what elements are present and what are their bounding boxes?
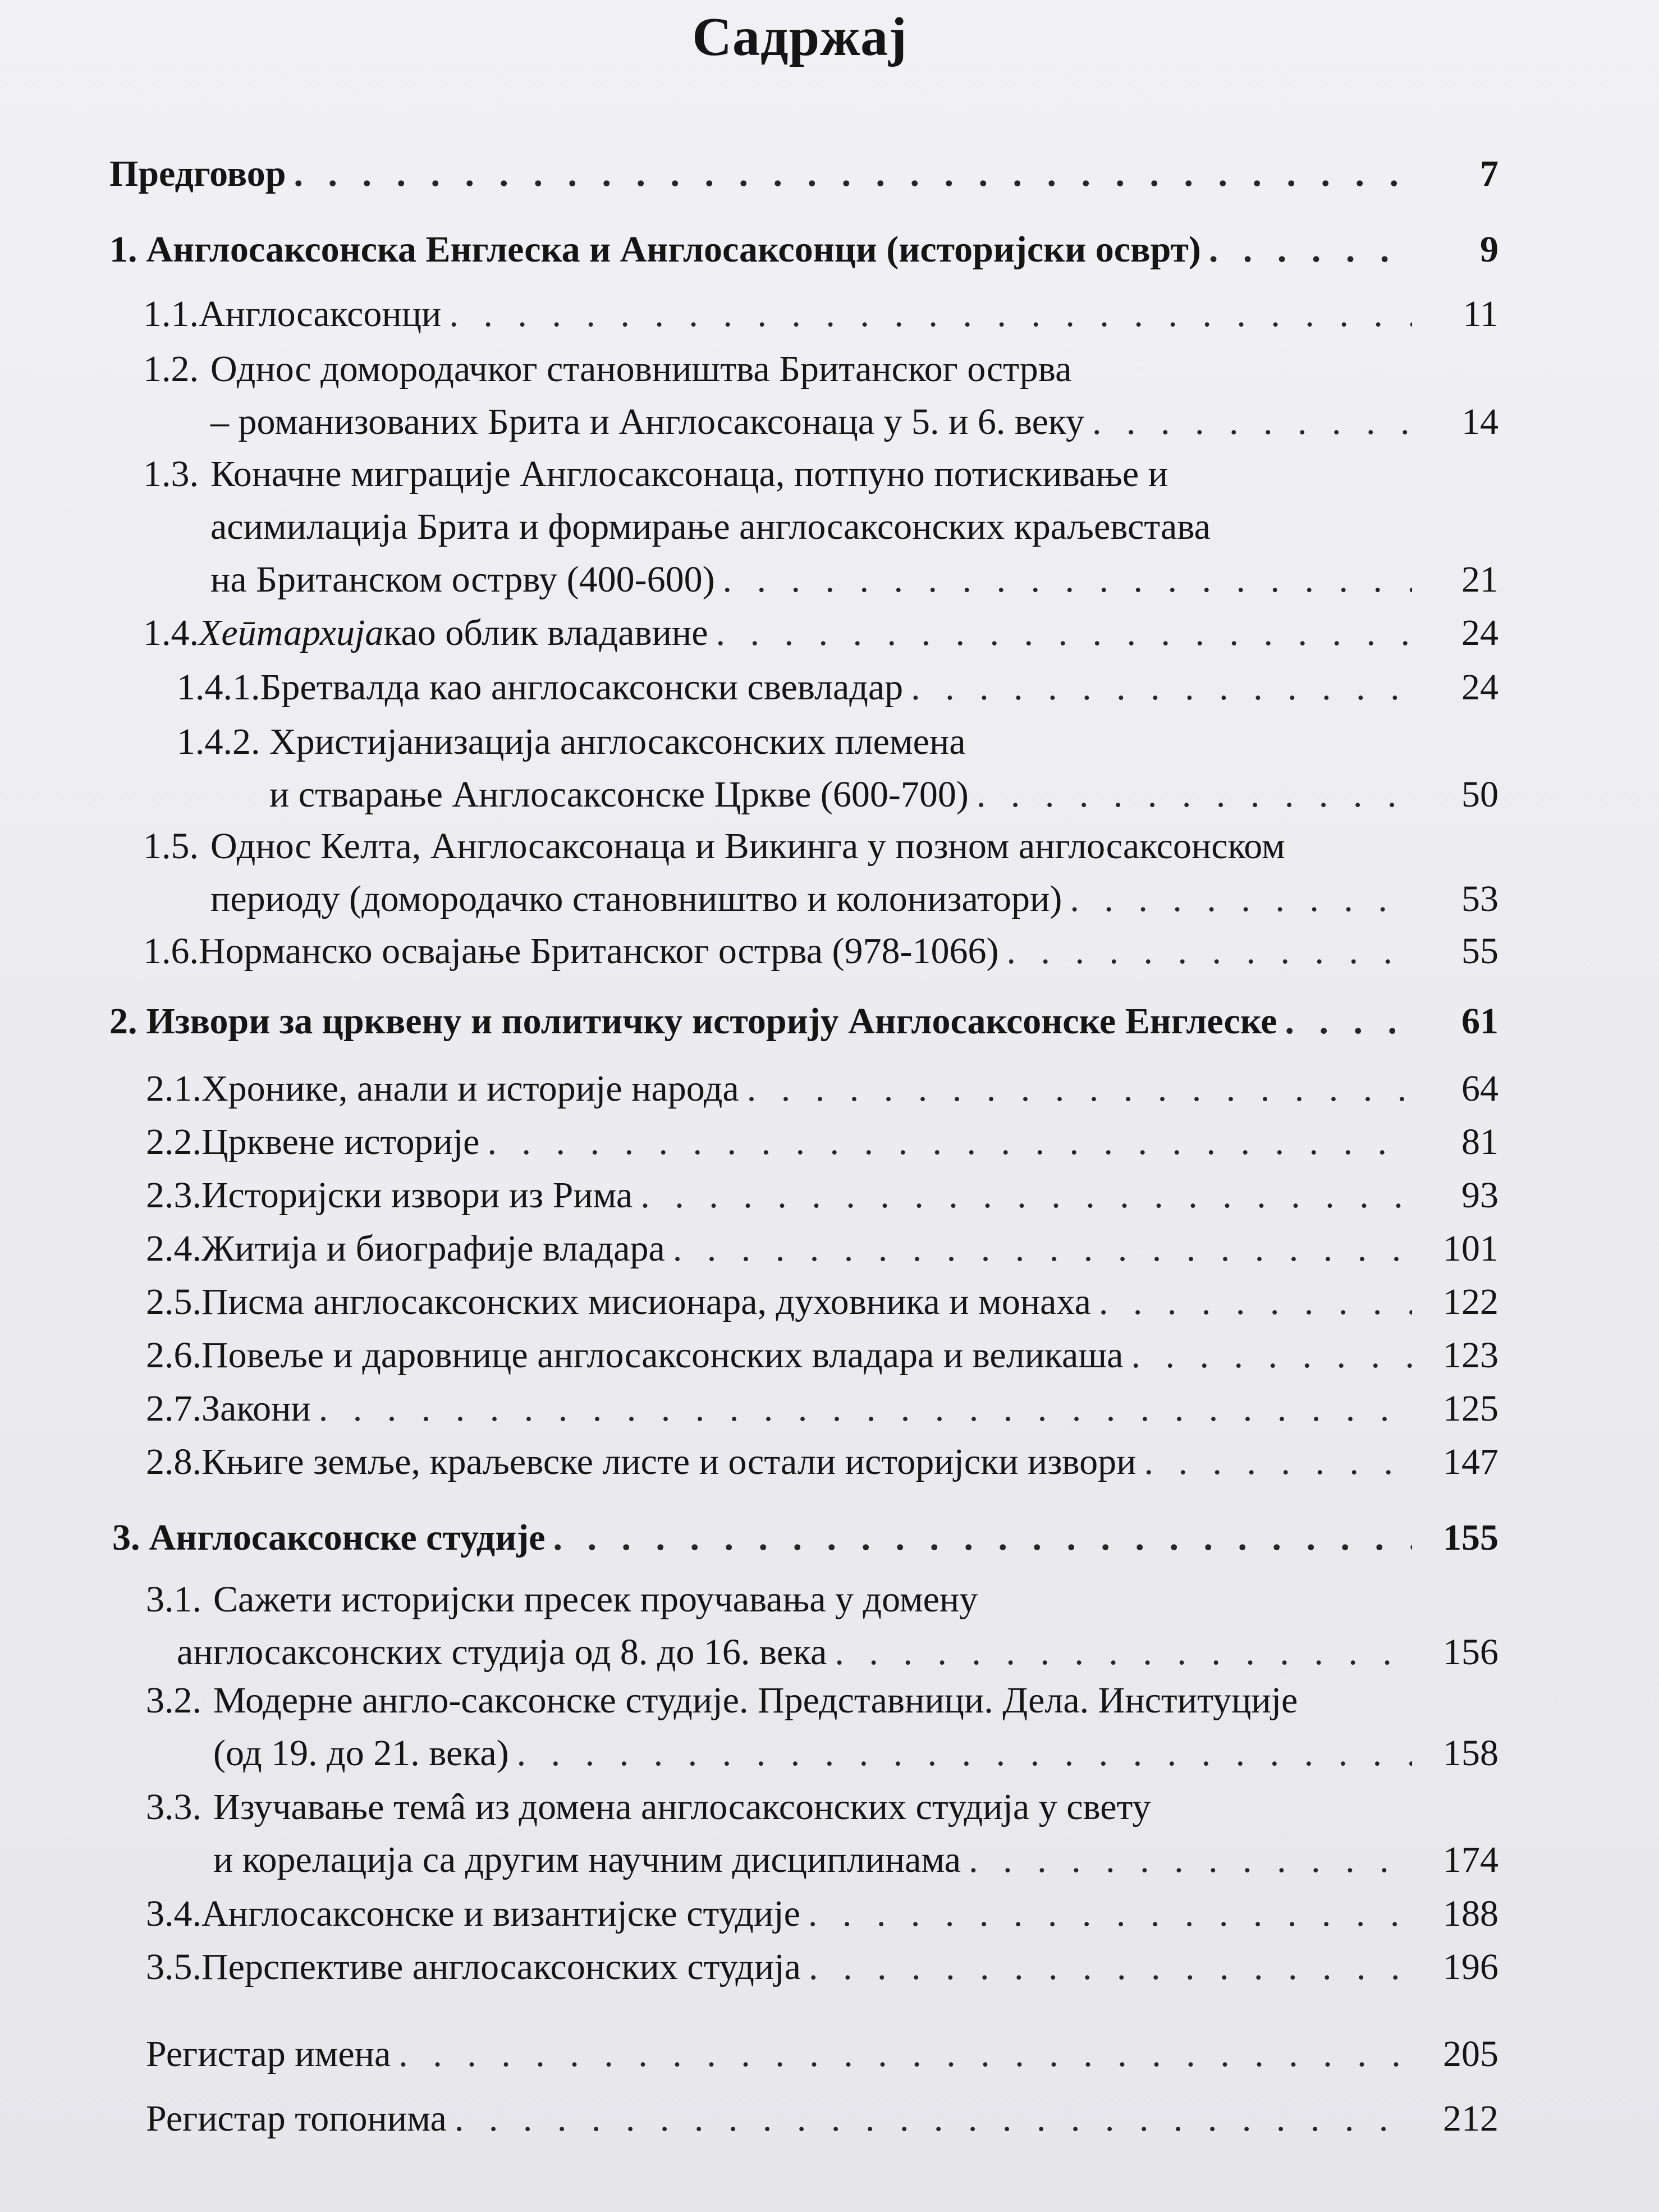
dot-leader [449, 292, 1412, 337]
toc-entry-number: 3.3. [146, 1787, 201, 1828]
toc-entry-number: 2.5. [146, 1281, 201, 1322]
toc-entry-line [177, 665, 1420, 710]
toc-entry-line [146, 1945, 1420, 1990]
toc-entry-title: Историјски извори из Рима [201, 1175, 633, 1216]
dot-leader [835, 1630, 1412, 1675]
dot-leader [517, 1731, 1412, 1776]
toc-entry-continuation [213, 1838, 1420, 1883]
toc-entry-number: 1.2. [143, 349, 199, 390]
toc-entry-number: 3.4. [146, 1893, 201, 1934]
toc-entry-title: Књиге земље, краљевске листе и остали историјски извори [201, 1441, 1136, 1482]
dot-leader [319, 1386, 1412, 1431]
toc-entry-line [177, 720, 966, 764]
toc-page-number: 14 [1461, 401, 1498, 442]
toc-page-number: 101 [1443, 1228, 1498, 1269]
toc-entry-continuation [213, 1731, 1420, 1776]
toc-entry-number: 3.5. [146, 1947, 201, 1987]
toc-entry-number: 1.4.1. [177, 667, 260, 708]
toc-entry-title: Изучавање темâ из домена англосаксонских студија у свету [213, 1787, 1151, 1828]
toc-entry-title: Писма англосаксонских мисионара, духовника и монаха [201, 1281, 1091, 1322]
toc-page-number: 93 [1461, 1175, 1498, 1216]
dot-leader [398, 2032, 1412, 2077]
toc-entry-line [146, 1785, 1151, 1830]
toc-entry-number: 1.4.2. [177, 721, 260, 762]
toc-entry-title: (од 19. до 21. века) [213, 1733, 509, 1774]
toc-page-number: 158 [1443, 1733, 1498, 1774]
toc-page-number: 174 [1443, 1839, 1498, 1880]
toc-entry-title: Хронике, анали и историје народа [201, 1068, 739, 1109]
toc-page-number: 24 [1461, 667, 1498, 708]
toc-entry-line [146, 1577, 978, 1622]
toc-entry-title: Англосаксонци [199, 294, 442, 335]
toc-page-number: 9 [1480, 229, 1498, 270]
toc-entry-title: Однос домородачког становништва Британског острва [210, 349, 1072, 390]
toc-entry-title: Англосаксонска Енглеска и Англосаксонци (историјски осврт) [146, 229, 1201, 270]
toc-entry-title: Регистар имена [146, 2034, 391, 2074]
toc-page-number: 55 [1461, 931, 1498, 972]
dot-leader [1070, 877, 1412, 922]
toc-entry-title: асимилација Брита и формирање англосаксонских краљевстава [210, 506, 1211, 547]
toc-entry-continuation [269, 772, 1420, 817]
toc-entry-line [112, 1515, 1420, 1560]
toc-page-number: 21 [1461, 559, 1498, 600]
toc-entry-number: 2.7. [146, 1388, 201, 1429]
toc-entry-title: и корелација са другим научним дисциплинама [213, 1839, 961, 1880]
toc-entry-continuation [210, 505, 1211, 549]
toc-page-number: 64 [1461, 1068, 1498, 1109]
toc-entry-number: 1.1. [143, 294, 199, 335]
dot-leader [294, 152, 1412, 196]
toc-entry-continuation [210, 557, 1420, 602]
dot-leader [1131, 1333, 1412, 1378]
dot-leader [809, 1945, 1412, 1990]
toc-page-number: 125 [1443, 1388, 1498, 1429]
toc-entry-title: Сажети историјски пресек проучавања у домену [213, 1579, 978, 1620]
toc-entry-title: – романизованих Брита и Англосаксонаца у 5. и 6. веку [210, 401, 1085, 442]
toc-entry-number: 3.2. [146, 1680, 201, 1721]
toc-entry-number: 2. [109, 1001, 138, 1042]
toc-entry-line [146, 1066, 1420, 1111]
dot-leader [673, 1226, 1412, 1271]
toc-page-number: 61 [1461, 1001, 1498, 1042]
toc-entry-line [146, 1120, 1420, 1165]
dot-leader [455, 2096, 1412, 2141]
toc-page-number: 123 [1443, 1335, 1498, 1376]
toc-entry-number: 1. [109, 229, 138, 270]
toc-entry-line [146, 1386, 1420, 1431]
toc-entry-number: 2.6. [146, 1335, 201, 1376]
dot-leader [969, 1838, 1412, 1883]
toc-entry-line [109, 227, 1420, 272]
toc-page-number: 156 [1443, 1632, 1498, 1673]
toc-page-number: 188 [1443, 1893, 1498, 1934]
dot-leader [1092, 400, 1412, 445]
dot-leader [640, 1173, 1412, 1218]
toc-entry-title: Англосаксонске студије [149, 1517, 546, 1558]
toc-entry-title: и стварање Англосаксонске Цркве (600-700) [269, 774, 969, 815]
toc-entry-title: Житија и биографије владара [201, 1228, 665, 1269]
toc-entry-line [146, 1333, 1420, 1378]
toc-entry-number: 1.3. [143, 454, 199, 494]
toc-entry-title: Перспективе англосаксонских студија [201, 1947, 801, 1987]
toc-entry-title: Модерне англо-саксонске студије. Представници. Дела. Институције [213, 1680, 1298, 1721]
page-title: Садржај [692, 7, 908, 67]
toc-page-number: 155 [1443, 1517, 1498, 1558]
toc-entry-line [146, 1173, 1420, 1218]
toc-entry-line [146, 2032, 1420, 2077]
toc-entry-title: англосаксонских студија од 8. до 16. века [177, 1632, 827, 1673]
toc-entry-line [143, 824, 1285, 869]
toc-entry-title: на Британском острву (400-600) [210, 559, 715, 600]
toc-entry-line [146, 2096, 1420, 2141]
toc-entry-title: Предговор [109, 153, 286, 194]
dot-leader [553, 1515, 1413, 1560]
toc-entry-title: Бретвалда као англосаксонски свевладар [260, 667, 904, 708]
toc-page-number: 212 [1443, 2098, 1498, 2139]
toc-entry-title: Норманско освајање Британског острва (978-1066) [199, 931, 999, 972]
toc-entry-title: Извори за црквену и политичку историју Англосаксонске Енглеске [146, 1001, 1277, 1042]
toc-page-number: 81 [1461, 1121, 1498, 1162]
toc-page-number: 147 [1443, 1441, 1498, 1482]
toc-entry-line [146, 1440, 1420, 1485]
toc-entry-number: 3.1. [146, 1579, 201, 1620]
toc-entry-number: 2.4. [146, 1228, 201, 1269]
toc-entry-continuation [210, 400, 1420, 445]
toc-page-number: 11 [1463, 294, 1498, 335]
toc-entry-line [146, 1280, 1420, 1325]
toc-entry-line [146, 1678, 1298, 1723]
dot-leader [911, 665, 1412, 710]
toc-entry-title: Англосаксонске и византијске студије [201, 1893, 800, 1934]
dot-leader [808, 1892, 1412, 1936]
dot-leader [487, 1120, 1412, 1165]
toc-entry-italic-term: Хеӣтархија [199, 612, 384, 653]
toc-entry-number: 3. [112, 1517, 140, 1558]
dot-leader [716, 611, 1412, 656]
toc-entry-number: 2.8. [146, 1441, 201, 1482]
dot-leader [1006, 929, 1412, 974]
toc-entry-line [109, 999, 1420, 1044]
toc-page-number: 24 [1461, 612, 1498, 653]
toc-entry-line [109, 152, 1420, 196]
toc-entry-number: 2.3. [146, 1175, 201, 1216]
dot-leader [1285, 999, 1413, 1044]
toc-page-number: 122 [1443, 1281, 1498, 1322]
toc-entry-title: Закони [201, 1388, 311, 1429]
dot-leader [977, 772, 1412, 817]
toc-entry-title: Однос Келта, Англосаксонаца и Викинга у позном англосаксонском [210, 826, 1285, 867]
dot-leader [1144, 1440, 1412, 1485]
toc-entry-number: 2.2. [146, 1121, 201, 1162]
toc-entry-title: Повеље и даровнице англосаксонских владара и великаша [201, 1335, 1124, 1376]
toc-entry-title: Црквене историје [201, 1121, 480, 1162]
dot-leader [1209, 227, 1412, 272]
toc-entry-continuation [210, 877, 1420, 922]
toc-page-number: 205 [1443, 2034, 1498, 2074]
toc-entry-number: 1.5. [143, 826, 199, 867]
dot-leader [723, 557, 1412, 602]
toc-entry-number: 1.4. [143, 612, 199, 653]
toc-entry-title: Христијанизација англосаксонских племена [269, 721, 966, 762]
toc-entry-title: периоду (домородачко становништво и колонизатори) [210, 878, 1062, 919]
toc-entry-title: као облик владавине [383, 612, 708, 653]
toc-entry-number: 2.1. [146, 1068, 201, 1109]
toc-entry-line [143, 347, 1071, 392]
toc-page-number: 50 [1461, 774, 1498, 815]
toc-entry-line [143, 292, 1420, 337]
toc-entry-line [146, 1892, 1420, 1936]
toc-page-number: 196 [1443, 1947, 1498, 1987]
toc-entry-line [143, 452, 1168, 497]
toc-entry-line [146, 1226, 1420, 1271]
dot-leader [747, 1066, 1412, 1111]
toc-entry-line [143, 611, 1420, 656]
toc-page-number: 53 [1461, 878, 1498, 919]
toc-entry-title: Регистар топонима [146, 2098, 447, 2139]
toc-entry-line [143, 929, 1420, 974]
toc-page-number: 7 [1480, 153, 1498, 194]
dot-leader [1099, 1280, 1412, 1325]
toc-entry-title: Коначне миграције Англосаксонаца, потпуно потискивање и [210, 454, 1168, 494]
toc-entry-number: 1.6. [143, 931, 199, 972]
toc-entry-continuation [177, 1630, 1420, 1675]
